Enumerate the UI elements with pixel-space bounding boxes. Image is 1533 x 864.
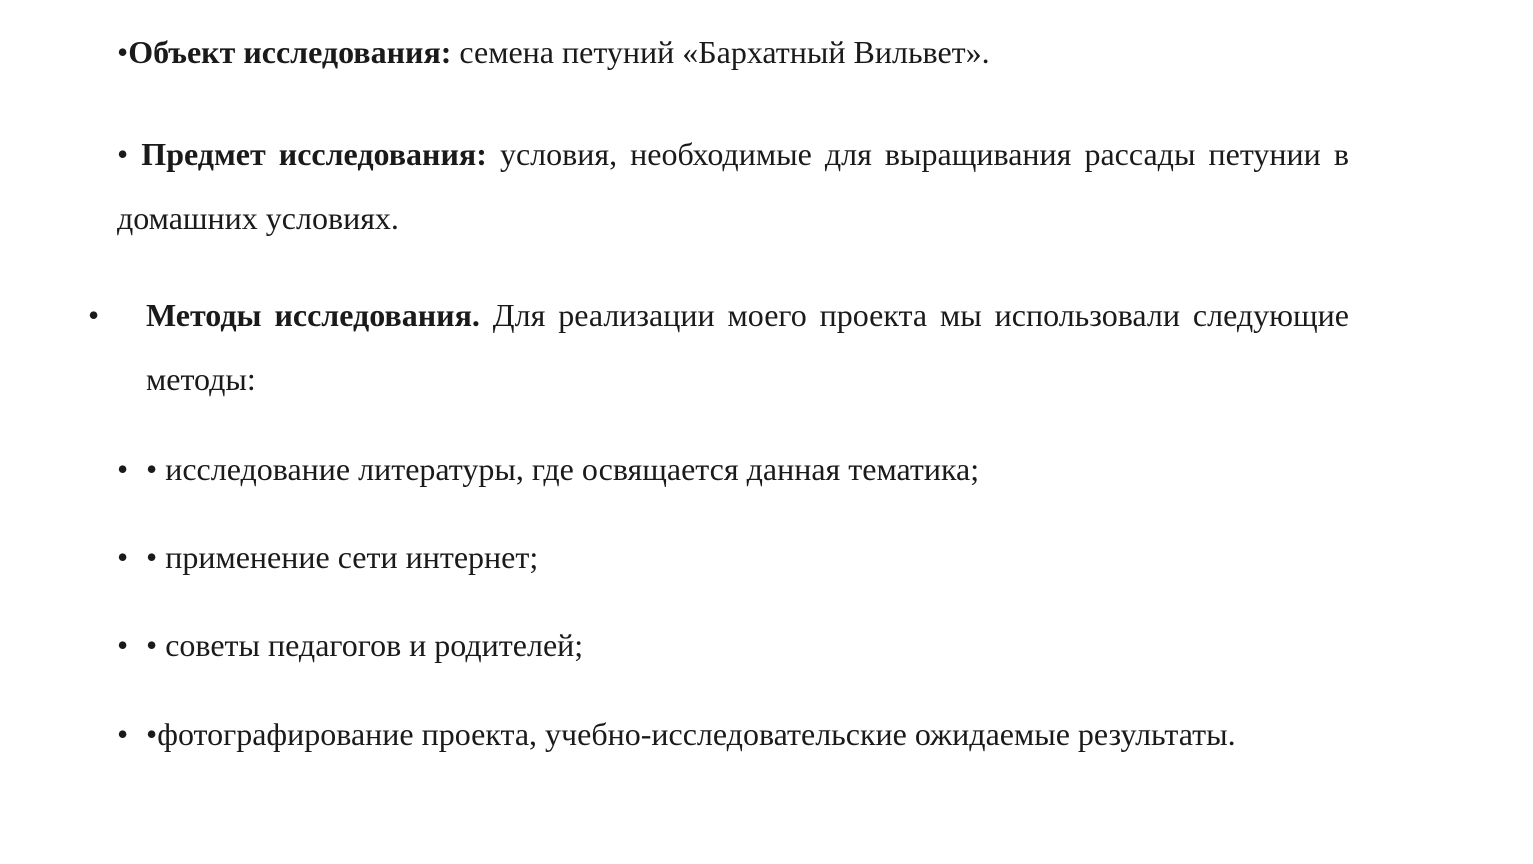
list-item <box>117 702 1349 766</box>
method-item-text: •фотографирование проекта, учебно-исследовательские ожидаемые результаты. <box>146 716 1236 752</box>
bullet: • <box>117 136 129 172</box>
bullet: • <box>117 539 129 575</box>
bullet: • <box>88 297 100 333</box>
research-subject-paragraph <box>117 122 1349 250</box>
research-object-paragraph <box>117 20 1349 84</box>
method-item-text: • исследование литературы, где освящается данная тематика; <box>146 451 980 487</box>
research-object-text: семена петуний «Бархатный Вильвет». <box>451 34 990 70</box>
research-subject-label: Предмет исследования: <box>141 136 487 172</box>
list-item <box>117 525 1349 589</box>
research-methods-text: Для реализации моего проекта мы использовали следующие методы: <box>146 297 1350 397</box>
research-object-label: Объект исследования: <box>128 34 452 70</box>
research-methods-paragraph <box>88 283 1350 411</box>
list-item <box>117 613 1349 677</box>
research-methods-label: Методы исследования. <box>146 297 480 333</box>
bullet: • <box>117 716 129 752</box>
method-item-text: • применение сети интернет; <box>146 539 539 575</box>
list-item <box>117 437 1349 501</box>
method-item-text: • советы педагогов и родителей; <box>146 627 584 663</box>
bullet: • <box>117 451 129 487</box>
bullet: • <box>117 34 129 70</box>
bullet: • <box>117 627 129 663</box>
research-subject-text: условия, необходимые для выращивания рассады петунии в домашних условиях. <box>117 136 1350 236</box>
